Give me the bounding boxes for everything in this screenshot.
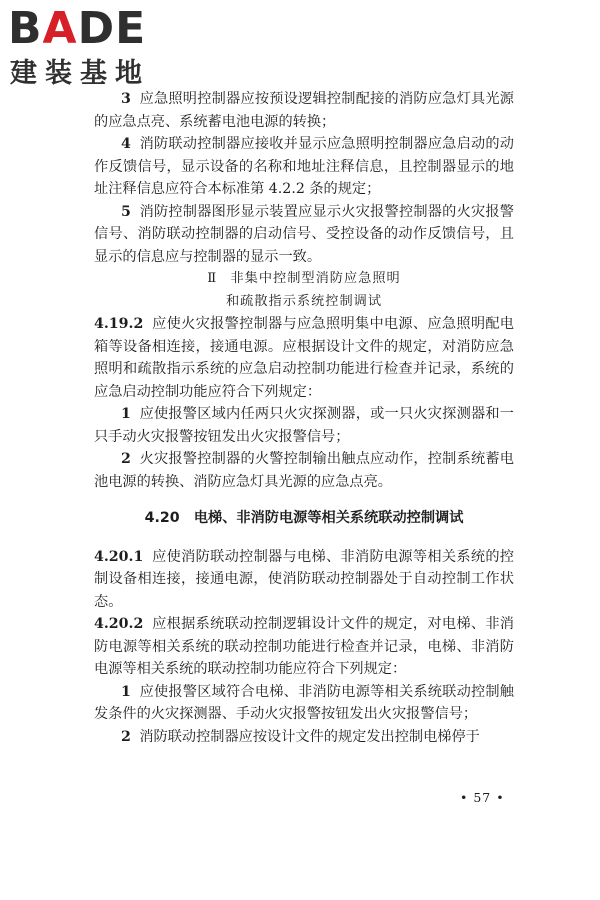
clause-number: 4.20.2 — [94, 616, 144, 632]
clause-item — [94, 133, 514, 201]
brand-subtitle: 建装基地 — [10, 58, 150, 89]
item-number: 1 — [120, 683, 131, 700]
clause-item — [94, 201, 514, 269]
clause-number: 4.19.2 — [94, 316, 144, 332]
section-number: 4.20 — [144, 510, 180, 526]
brand-accent-letter: A — [42, 3, 78, 54]
item-text: 消防联动控制器应按设计文件的规定发出控制电梯停于 — [139, 728, 480, 745]
clause-item — [94, 403, 514, 448]
item-number: 5 — [120, 203, 131, 220]
clause-number: 4.20.1 — [94, 548, 144, 565]
clause-item — [94, 448, 514, 493]
item-number: 1 — [120, 406, 131, 422]
clause-text: 应根据系统联动控制逻辑设计文件的规定，对电梯、非消防电源等相关系统的联动控制功能进行检查并记录，电梯、非消防电源等相关系统的联动控制功能应符合下列规定： — [94, 616, 514, 677]
item-text: 消防联动控制器应接收并显示应急照明控制器应急启动的动作反馈信号，显示设备的名称和地址注释信息，且控制器显示的地址注释信息应符合本标准第 4.2.2 条的规定； — [94, 136, 514, 197]
bade-watermark-logo — [8, 4, 178, 94]
subsection-title-line2: 和疏散指示系统控制调试 — [225, 293, 383, 309]
brand-prefix: B — [8, 3, 43, 54]
subsection-heading-line2 — [94, 291, 514, 314]
item-text: 应急照明控制器应按预设逻辑控制配接的消防应急灯具光源的应急点亮、系统蓄电池电源的转换； — [94, 91, 514, 130]
clause-text: 应使火灾报警控制器与应急照明集中电源、应急照明配电箱等设备相连接，接通电源。应根据设计文件的规定，对消防应急照明和疏散指示系统的应急启动控制功能进行检查并记录，系统的应急启动控制功能应符合下列规定： — [94, 316, 514, 400]
document-body — [94, 88, 514, 748]
clause-item — [94, 681, 514, 726]
brand-suffix: DE — [77, 3, 147, 54]
item-text: 消防控制器图形显示装置应显示火灾报警控制器的火灾报警信号、消防联动控制器的启动信号、受控设备的动作反馈信号，且显示的信息应与控制器的显示一致。 — [94, 203, 514, 265]
clause-paragraph — [94, 313, 514, 403]
item-number: 2 — [120, 451, 131, 467]
item-text: 火灾报警控制器的火警控制输出触点应动作，控制系统蓄电池电源的转换、消防应急灯具光源的应急点亮。 — [94, 451, 514, 490]
clause-text: 应使消防联动控制器与电梯、非消防电源等相关系统的控制设备相连接，接通电源，使消防联动控制器处于自动控制工作状态。 — [94, 548, 514, 610]
page-number: • 57 • — [460, 790, 505, 805]
section-heading — [94, 507, 514, 530]
subsection-title-line1: 非集中控制型消防应急照明 — [230, 271, 401, 286]
section-title: 电梯、非消防电源等相关系统联动控制调试 — [193, 510, 464, 526]
clause-item — [94, 726, 514, 749]
item-number: 4 — [120, 136, 131, 152]
brand-wordmark — [8, 4, 146, 54]
subsection-roman-number: Ⅱ — [207, 271, 218, 286]
clause-item — [94, 88, 514, 133]
item-text: 应使报警区域符合电梯、非消防电源等相关系统联动控制触发条件的火灾探测器、手动火灾报警按钮发出火灾报警信号； — [94, 683, 514, 722]
item-number: 2 — [120, 728, 131, 745]
item-number: 3 — [120, 91, 131, 107]
clause-paragraph — [94, 613, 514, 681]
item-text: 应使报警区域内任两只火灾探测器，或一只火灾探测器和一只手动火灾报警按钮发出火灾报警信号； — [94, 406, 514, 445]
subsection-heading — [94, 268, 514, 291]
clause-paragraph — [94, 546, 514, 614]
